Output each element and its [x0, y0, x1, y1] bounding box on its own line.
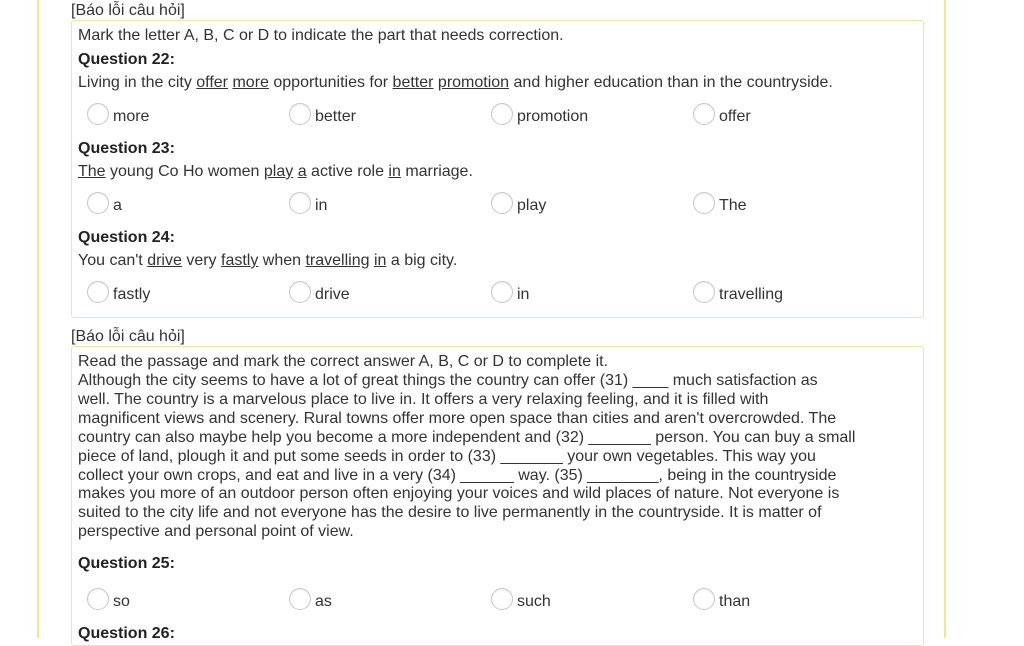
underlined-part: drive	[147, 252, 182, 269]
radio-button[interactable]	[289, 281, 311, 303]
q23-option-d[interactable]: The	[693, 191, 747, 215]
passage-question-card	[71, 346, 924, 646]
radio-button[interactable]	[87, 281, 109, 303]
q25-option-a[interactable]: so	[87, 587, 130, 611]
question-24-text: You can't drive very fastly when travelling in a big city.	[78, 252, 458, 269]
underlined-part: in	[373, 252, 387, 269]
q24-option-a[interactable]: fastly	[87, 280, 150, 304]
question-group-card	[71, 20, 924, 318]
underlined-part: promotion	[437, 74, 510, 91]
q24-option-c[interactable]: in	[491, 280, 529, 304]
question-25-title: Question 25:	[78, 555, 175, 572]
underlined-part: play	[263, 163, 294, 180]
underlined-part: fastly	[221, 252, 259, 269]
q24-option-b[interactable]: drive	[289, 280, 350, 304]
radio-button[interactable]	[87, 588, 109, 610]
q23-option-a[interactable]: a	[87, 191, 122, 215]
report-question-link[interactable]: [Báo lỗi câu hỏi]	[71, 2, 185, 19]
radio-button[interactable]	[491, 281, 513, 303]
radio-button[interactable]	[693, 192, 715, 214]
underlined-part: more	[232, 74, 269, 91]
radio-button[interactable]	[289, 192, 311, 214]
q24-option-d[interactable]: travelling	[693, 280, 783, 304]
underlined-part: The	[78, 163, 106, 180]
question-22-title: Question 22:	[78, 51, 175, 68]
underlined-part: better	[392, 74, 434, 91]
q23-option-c[interactable]: play	[491, 191, 546, 215]
question-26-title: Question 26:	[78, 625, 175, 642]
radio-button[interactable]	[693, 103, 715, 125]
question-23-text: The young Co Ho women play a active role in marriage.	[78, 163, 473, 180]
instruction-text: Mark the letter A, B, C or D to indicate the part that needs correction.	[78, 27, 564, 44]
passage-instruction: Read the passage and mark the correct answer A, B, C or D to complete it.	[78, 353, 609, 370]
radio-button[interactable]	[87, 103, 109, 125]
report-question-link[interactable]: [Báo lỗi câu hỏi]	[71, 328, 185, 345]
question-23-title: Question 23:	[78, 140, 175, 157]
question-22-text: Living in the city offer more opportunities for better promotion and higher education than in the countryside.	[78, 74, 833, 91]
underlined-part: in	[388, 163, 401, 180]
q22-option-d[interactable]: offer	[693, 102, 751, 126]
underlined-part: travelling	[305, 252, 370, 269]
q23-option-b[interactable]: in	[289, 191, 327, 215]
question-24-title: Question 24:	[78, 229, 175, 246]
radio-button[interactable]	[693, 588, 715, 610]
radio-button[interactable]	[87, 192, 109, 214]
q22-option-c[interactable]: promotion	[491, 102, 588, 126]
underlined-part: offer	[196, 74, 229, 91]
reading-passage: Although the city seems to have a lot of great things the country can offer (31) ____ much satisfaction as well. The country is a marvelous place to live in. It offers a very relaxing feeling, and it is filled with magnificent views and scenery. Rural towns offer more open space than cities and aren't overcrowded. The country can also maybe help you become a more independent and (32) _______ person. You can buy a small piece of land, plough it and put some seeds in order to (33) _______ your own vegetables. This way you collect your own crops, and eat and live in a very (34) ______ way. (35) ________, being in the countryside makes you more of an outdoor person often enjoying your voices and wild places of nature. Not everyone is suited to the city life and not everyone has the desire to live permanently in the countryside. It is matter of perspective and personal point of view.	[78, 372, 856, 541]
radio-button[interactable]	[289, 588, 311, 610]
underlined-part: a	[297, 163, 307, 180]
q25-option-c[interactable]: such	[491, 587, 551, 611]
q25-option-d[interactable]: than	[693, 587, 750, 611]
radio-button[interactable]	[491, 192, 513, 214]
q25-option-b[interactable]: as	[289, 587, 332, 611]
radio-button[interactable]	[289, 103, 311, 125]
radio-button[interactable]	[693, 281, 715, 303]
radio-button[interactable]	[491, 103, 513, 125]
q22-option-b[interactable]: better	[289, 102, 356, 126]
radio-button[interactable]	[491, 588, 513, 610]
q22-option-a[interactable]: more	[87, 102, 149, 126]
